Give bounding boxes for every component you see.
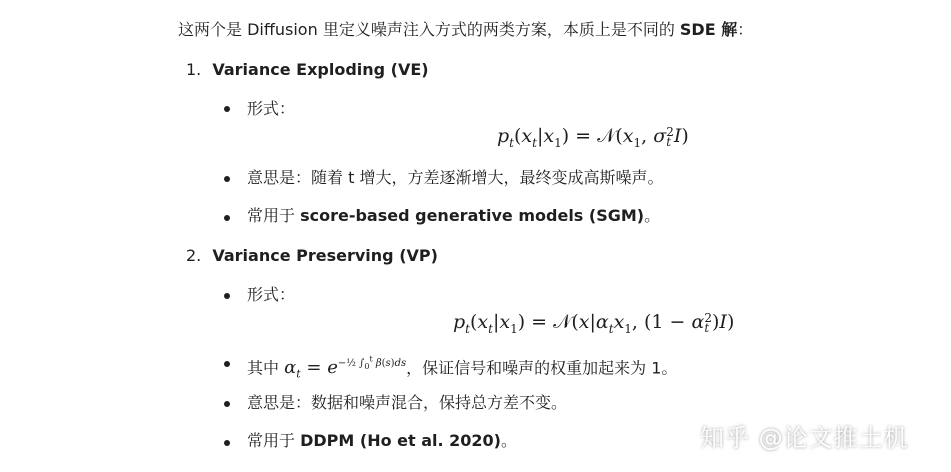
section-2-title: Variance Preserving (VP) [212,246,438,265]
intro-suffix: ： [737,20,754,39]
intro-text: 这两个是 Diffusion 里定义噪声注入方式的两类方案，本质上是不同的 [178,20,680,39]
section-2-alpha-line [247,350,677,385]
section-1-number: 1. [186,60,202,79]
alpha-suffix: ，保证信号和噪声的权重加起来为 1。 [406,358,678,378]
watermark: 知乎 @论文推土机 [700,424,909,452]
usage-prefix: 常用于 [247,206,301,225]
section-1-form-label: 形式： [247,99,296,118]
section-2-form-label: 形式： [247,285,296,304]
bullet [224,401,230,407]
bullet [224,293,230,299]
bullet [224,440,230,446]
usage-suffix: 。 [644,206,661,225]
bullet [224,215,230,221]
bullet [224,361,230,367]
usage-bold: DDPM (Ho et al. 2020) [300,431,501,450]
bullet [224,106,230,112]
intro-paragraph [178,20,753,40]
section-1-heading [186,60,429,80]
usage-bold: score-based generative models (SGM) [300,206,645,225]
section-2-number: 2. [186,246,202,265]
intro-bold: SDE 解 [679,20,738,39]
alpha-formula: $\alpha_t = e^{-\frac{1}{2} \int_0^t \beta(s)ds}$ [284,355,407,381]
section-1-title: Variance Exploding (VE) [212,60,429,79]
usage-prefix: 常用于 [247,431,301,450]
section-2-heading [186,246,438,266]
section-1-formula: $p_t(x_t|x_1)$ = $𝒩(x_1$, σ 2 t I) [497,125,689,150]
section-2-usage [247,431,517,451]
usage-suffix: 。 [500,431,517,450]
section-2-meaning: 意思是：数据和噪声混合，保持总方差不变。 [247,393,568,412]
alpha-prefix: 其中 [247,358,280,378]
section-1-usage [247,206,660,226]
bullet [224,176,230,182]
section-2-formula: $p_t(x_t|x_1)$ = $𝒩(x|\alpha_tx_1$, (1 − α 2 t )I) [453,311,735,336]
section-1-meaning: 意思是：随着 t 增大，方差逐渐增大，最终变成高斯噪声。 [247,168,664,187]
